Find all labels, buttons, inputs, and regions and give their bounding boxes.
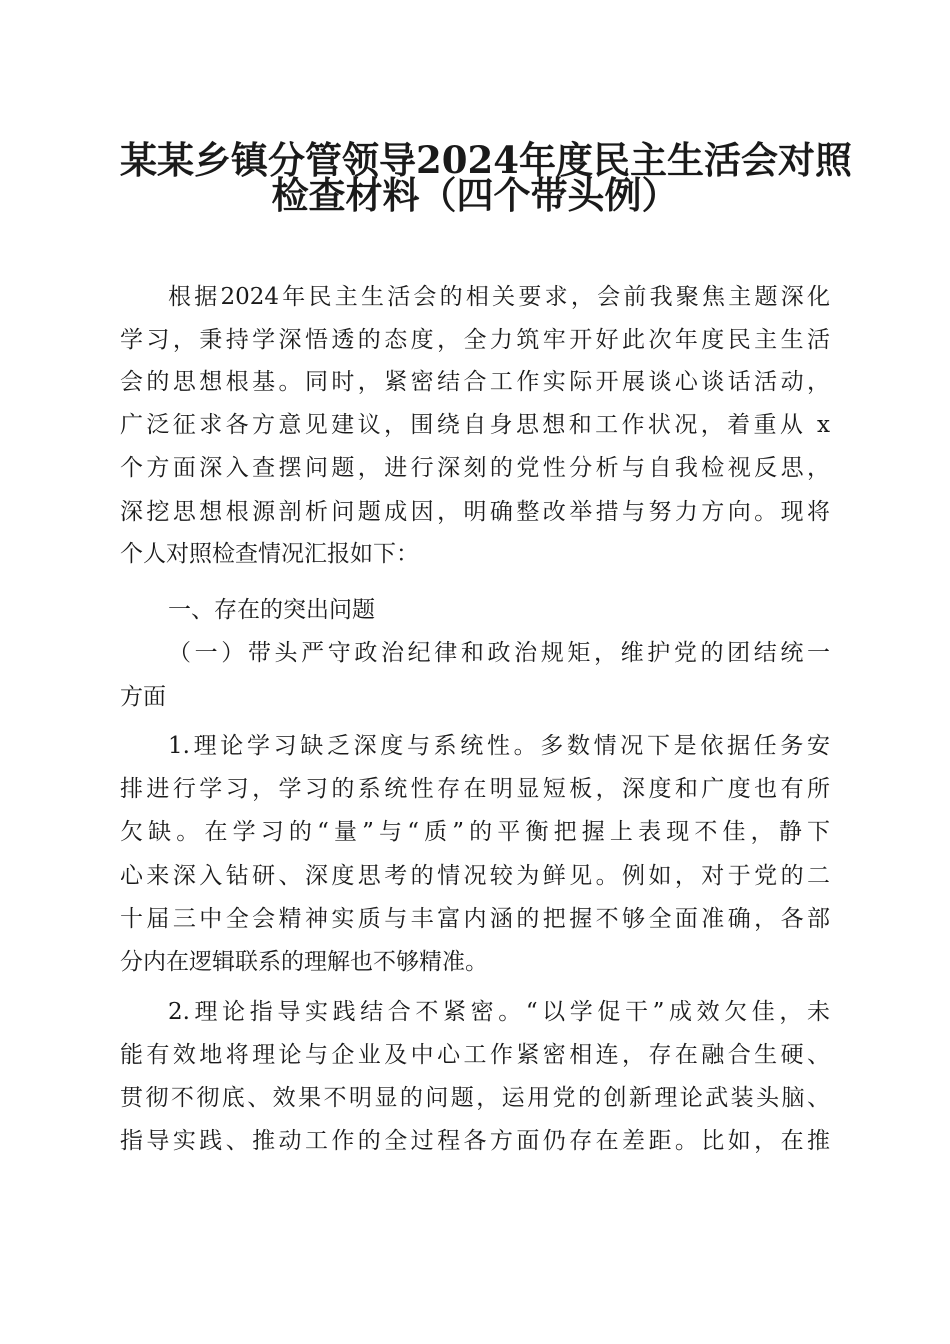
document-title-line-1: 某某乡镇分管领导2024年度民主生活会对照: [120, 138, 852, 182]
item-2-line: 指导实践、推动工作的全过程各方面仍存在差距。比如，在推: [120, 1128, 830, 1154]
item-1-line: 心来深入钻研、深度思考的情况较为鲜见。例如，对于党的二: [120, 863, 830, 889]
document-title-line-2: 检查材料（四个带头例）: [271, 173, 679, 217]
intro-line: 个人对照检查情况汇报如下：: [120, 541, 419, 567]
section-heading: 一、存在的突出问题: [168, 597, 375, 623]
intro-line: 根据2024年民主生活会的相关要求，会前我聚焦主题深化: [168, 284, 830, 310]
item-2-line: 2.理论指导实践结合不紧密。“以学促干”成效欠佳，未: [168, 999, 830, 1025]
item-1-line: 分内在逻辑联系的理解也不够精准。: [120, 949, 488, 975]
intro-line: 学习，秉持学深悟透的态度，全力筑牢开好此次年度民主生活: [120, 327, 830, 353]
item-1-line: 排进行学习，学习的系统性存在明显短板，深度和广度也有所: [120, 776, 830, 802]
intro-line: 个方面深入查摆问题，进行深刻的党性分析与自我检视反思，: [120, 455, 830, 481]
item-2-line: 贯彻不彻底、效果不明显的问题，运用党的创新理论武装头脑、: [120, 1085, 830, 1111]
intro-line: 广泛征求各方意见建议，围绕自身思想和工作状况，着重从 x: [120, 412, 830, 438]
subsection-heading-line-2: 方面: [120, 684, 166, 710]
item-2-line: 能有效地将理论与企业及中心工作紧密相连，存在融合生硬、: [120, 1042, 830, 1068]
intro-line: 深挖思想根源剖析问题成因，明确整改举措与努力方向。现将: [120, 499, 830, 525]
item-1-line: 欠缺。在学习的“量”与“质”的平衡把握上表现不佳，静下: [120, 819, 830, 845]
item-1-line: 十届三中全会精神实质与丰富内涵的把握不够全面准确，各部: [120, 906, 830, 932]
subsection-heading-line-1: （一）带头严守政治纪律和政治规矩，维护党的团结统一: [168, 640, 830, 666]
intro-line: 会的思想根基。同时，紧密结合工作实际开展谈心谈话活动，: [120, 369, 830, 395]
item-1-line: 1.理论学习缺乏深度与系统性。多数情况下是依据任务安: [168, 733, 830, 759]
